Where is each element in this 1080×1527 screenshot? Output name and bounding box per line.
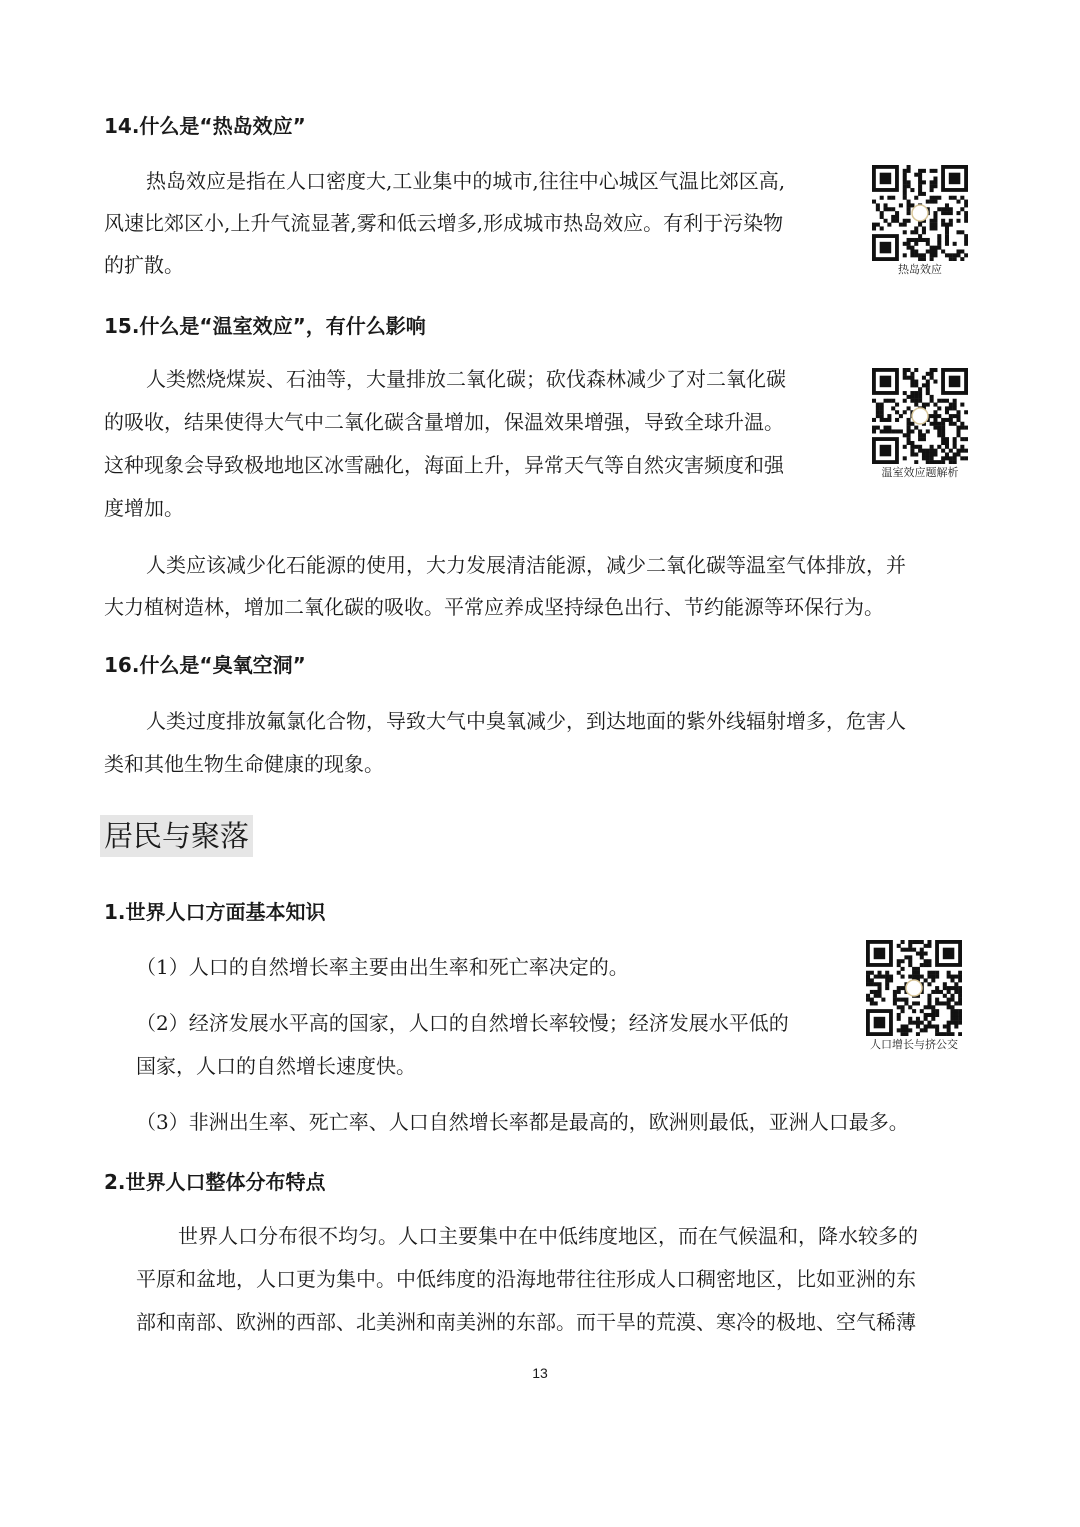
q14-line-3: 的扩散。 [104,253,184,277]
qr-code-icon [872,165,968,261]
q14-title: 14.什么是“热岛效应” [104,114,306,138]
s1-item-1: （1）人口的自然增长率主要由出生率和死亡率决定的。 [136,955,629,979]
qr-heat-island[interactable] [872,165,968,277]
qr-code-icon [866,940,962,1036]
q15-para1-line-1: 人类燃烧煤炭、石油等，大量排放二氧化碳；砍伐森林减少了对二氧化碳 [146,367,786,391]
qr-greenhouse[interactable] [872,368,968,480]
q15-para2-line-1: 人类应该减少化石能源的使用，大力发展清洁能源，减少二氧化碳等温室气体排放，并 [146,553,906,577]
s2-title: 2.世界人口整体分布特点 [104,1170,326,1194]
s1-item-2-line-2: 国家，人口的自然增长速度快。 [136,1054,416,1078]
q16-line-1: 人类过度排放氟氯化合物，导致大气中臭氧减少，到达地面的紫外线辐射增多，危害人 [146,709,906,733]
section-heading: 居民与聚落 [100,815,253,857]
qr-population[interactable] [866,940,962,1052]
q15-para1-line-3: 这种现象会导致极地地区冰雪融化，海面上升，异常天气等自然灾害频度和强 [104,453,784,477]
s1-item-2-line-1: （2）经济发展水平高的国家，人口的自然增长率较慢；经济发展水平低的 [136,1011,789,1035]
s2-line-3: 部和南部、欧洲的西部、北美洲和南美洲的东部。而干旱的荒漠、寒冷的极地、空气稀薄 [136,1310,916,1334]
q14-line-2: 风速比郊区小,上升气流显著,雾和低云增多,形成城市热岛效应。有利于污染物 [104,211,784,235]
s2-line-1: 世界人口分布很不均匀。人口主要集中在中低纬度地区，而在气候温和，降水较多的 [178,1224,918,1248]
s1-item-3: （3）非洲出生率、死亡率、人口自然增长率都是最高的，欧洲则最低，亚洲人口最多。 [136,1110,909,1134]
q15-para1-line-4: 度增加。 [104,496,184,520]
q14-line-1: 热岛效应是指在人口密度大,工业集中的城市,往往中心城区气温比郊区高, [146,169,786,193]
page-number: 13 [532,1365,548,1381]
s1-title: 1.世界人口方面基本知识 [104,900,326,924]
q16-title: 16.什么是“臭氧空洞” [104,653,306,677]
q16-line-2: 类和其他生物生命健康的现象。 [104,752,384,776]
q15-title: 15.什么是“温室效应”，有什么影响 [104,314,426,338]
s2-line-2: 平原和盆地，人口更为集中。中低纬度的沿海地带往往形成人口稠密地区，比如亚洲的东 [136,1267,916,1291]
qr-code-icon [872,368,968,464]
qr-population-caption: 人口增长与挤公交 [870,1038,958,1051]
qr-heat-island-caption: 热岛效应 [898,263,942,276]
q15-para2-line-2: 大力植树造林，增加二氧化碳的吸收。平常应养成坚持绿色出行、节约能源等环保行为。 [104,595,884,619]
qr-greenhouse-caption: 温室效应题解析 [881,466,959,479]
q15-para1-line-2: 的吸收，结果使得大气中二氧化碳含量增加，保温效果增强，导致全球升温。 [104,410,784,434]
